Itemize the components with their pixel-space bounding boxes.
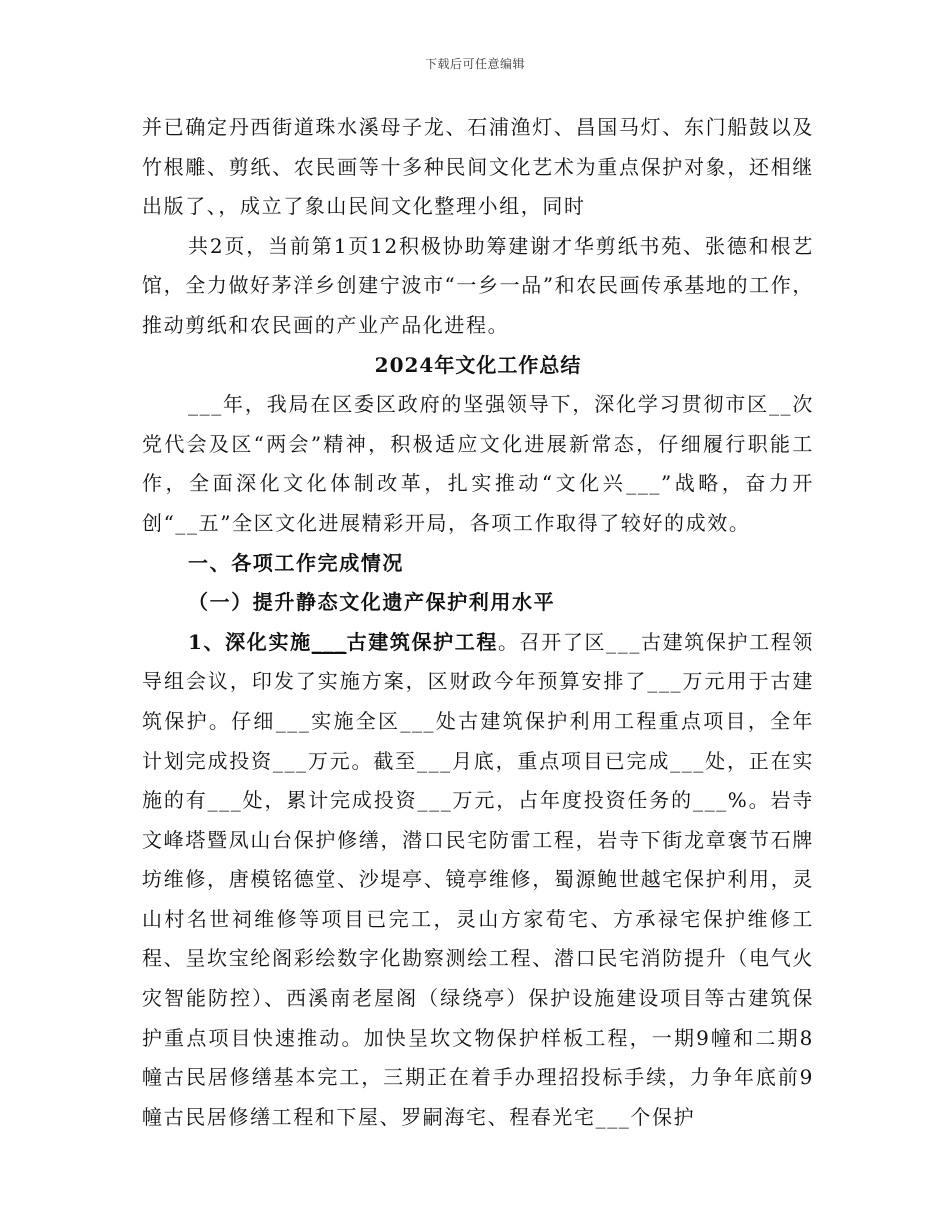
subsection-heading: （一）提升静态文化遗产保护利用水平 — [188, 590, 556, 615]
paragraph-intro: ___年，我局在区委区政府的坚强领导下，深化学习贯彻市区__次党代会及区“两会”精神，积极适应文化进展新常态，仔细履行职能工作，全面深化文化体制改革，扎实推动“文化兴___”战略，奋力开创“__五”全区文化进展精彩开局，各项工作取得了较好的成效。 — [142, 392, 814, 535]
item-1-lead: 1、深化实施 — [188, 629, 312, 654]
document-body — [142, 108, 814, 1137]
paragraph-page-info: 共2页，当前第1页12积极协助筹建谢才华剪纸书苑、张德和根艺馆，全力做好茅洋乡创建宁波市“一乡一品”和农民画传承基地的工作，推动剪纸和农民画的产业产品化进程。 — [142, 233, 814, 337]
section-heading: 一、各项工作完成情况 — [188, 550, 404, 575]
document-title: 2024年文化工作总结 — [374, 352, 582, 377]
paragraph-continuation: 并已确定丹西街道珠水溪母子龙、石浦渔灯、昌国马灯、东门船鼓以及竹根雕、剪纸、农民画等十多种民间文化艺术为重点保护对象，还相继出版了、，成立了象山民间文化整理小组，同时 — [142, 115, 814, 219]
item-1-lead-title: 古建筑保护工程 — [346, 629, 498, 654]
item-1-blank: ___ — [311, 629, 347, 654]
paragraph-item-1 — [142, 623, 814, 1138]
item-1-body: 。召开了区___古建筑保护工程领导组会议，印发了实施方案，区财政今年预算安排了___万元用于古建筑保护。仔细___实施全区___处古建筑保护利用工程重点项目，全年计划完成投资___万元。截至___月底，重点项目已完成___处，正在实施的有___处，累计完成投资___万元，占年度投资任务的___%。岩寺文峰塔暨凤山台保护修缮，潜口民宅防雷工程，岩寺下街龙章褒节石牌坊维修，唐模铭德堂、沙堤亭、镜亭维修，蜀源鲍世越宅保护利用，灵山村名世祠维修等项目已完工，灵山方家荀宅、方承禄宅保护维修工程、呈坎宝纶阁彩绘数字化勘察测绘工程、潜口民宅消防提升（电气火灾智能防控）、西溪南老屋阁（绿绕亭）保护设施建设项目等古建筑保护重点项目快速推动。加快呈坎文物保护样板工程，一期9幢和二期8幢古民居修缮基本完工，三期正在着手办理招投标手续，力争年底前9幢古民居修缮工程和下屋、罗嗣海宅、程春光宅___个保护 — [142, 629, 814, 1129]
page-header-note: 下载后可任意编辑 — [424, 57, 525, 71]
